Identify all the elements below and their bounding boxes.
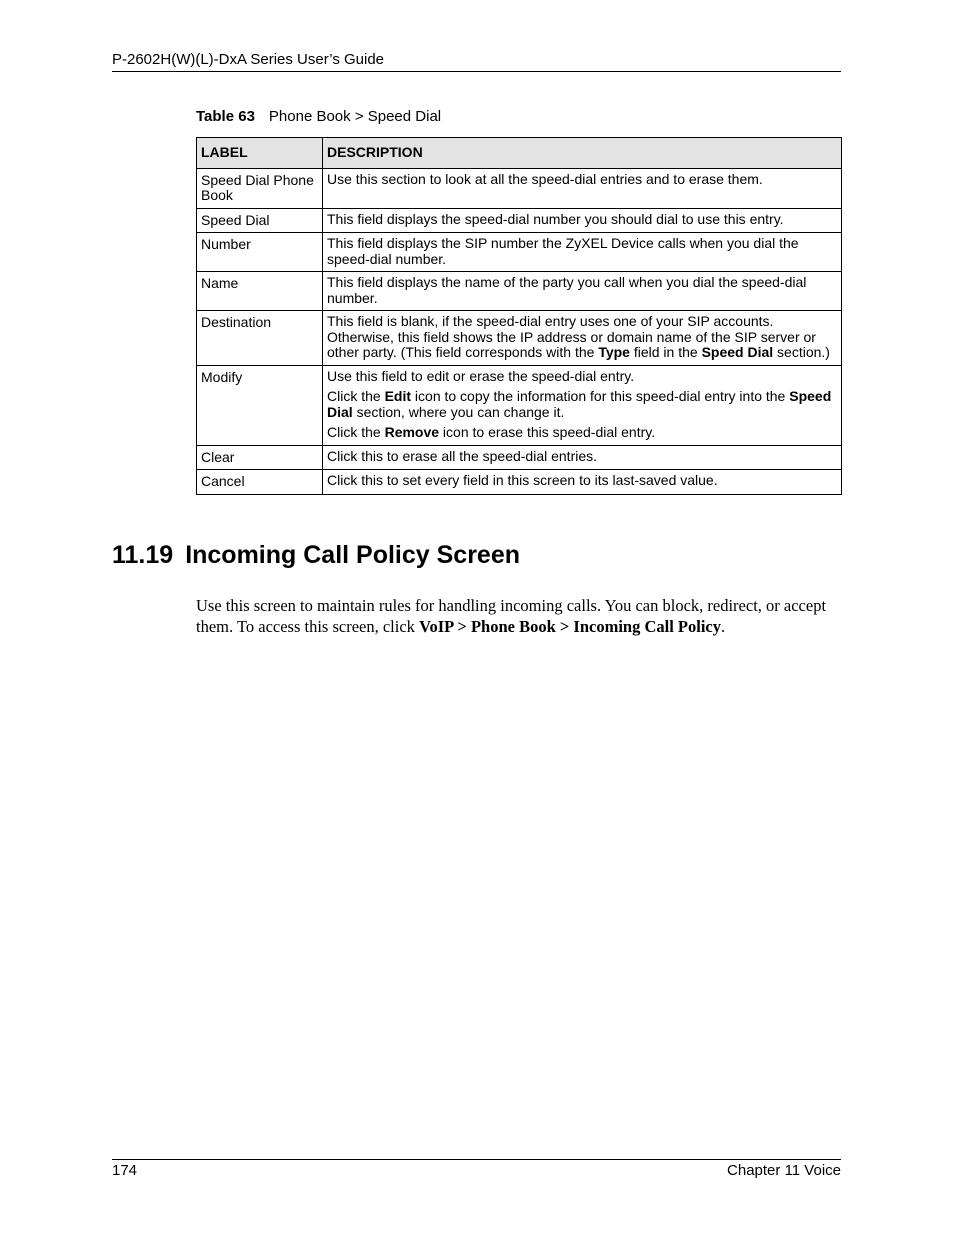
section-title: Incoming Call Policy Screen <box>185 541 521 569</box>
desc-paragraph <box>327 425 837 441</box>
section-heading <box>112 541 520 570</box>
desc-text: section.) <box>773 344 830 360</box>
speed-dial-table <box>196 137 842 495</box>
row-description <box>323 365 842 445</box>
table-caption <box>196 108 441 125</box>
row-label: Name <box>197 272 323 311</box>
row-label: Cancel <box>197 470 323 495</box>
row-label: Speed Dial Phone Book <box>197 168 323 208</box>
desc-text: Click the <box>327 424 385 440</box>
table-row <box>197 311 842 366</box>
desc-text: This field is blank, if the speed-dial entry uses one of your SIP accounts. Otherwise, this field shows the IP address or domain name of the SIP server or other party. (This field corresponds with the <box>327 313 816 360</box>
table-caption-label: Table 63 <box>196 108 255 125</box>
desc-text: Click the <box>327 388 385 404</box>
column-header-label: LABEL <box>197 138 323 169</box>
table-row <box>197 445 842 470</box>
running-header: P-2602H(W)(L)-DxA Series User’s Guide <box>112 51 385 68</box>
row-description: This field displays the speed-dial number you should dial to use this entry. <box>323 208 842 233</box>
row-label: Destination <box>197 311 323 366</box>
table-row <box>197 233 842 272</box>
row-description <box>323 311 842 366</box>
header-rule <box>112 71 841 72</box>
row-label: Modify <box>197 365 323 445</box>
table-row <box>197 272 842 311</box>
desc-bold-term: Speed Dial <box>701 344 774 360</box>
desc-text: section, where you can change it. <box>352 403 565 420</box>
table-row <box>197 365 842 445</box>
table-row <box>197 208 842 233</box>
column-header-description: DESCRIPTION <box>323 138 842 169</box>
row-label: Clear <box>197 445 323 470</box>
desc-text: icon to erase this speed-dial entry. <box>439 424 656 440</box>
desc-bold-term: Edit <box>384 388 412 404</box>
footer-chapter: Chapter 11 Voice <box>727 1162 841 1179</box>
table-caption-text: Phone Book > Speed Dial <box>268 108 442 125</box>
para-text: Use this screen to maintain rules for handling incoming calls. You can block, redirect, or accept them. To access this screen, click <box>196 596 827 636</box>
menu-path: VoIP > Phone Book > Incoming Call Policy <box>419 616 722 636</box>
desc-paragraph: Use this field to edit or erase the speed-dial entry. <box>327 367 635 384</box>
row-description: This field displays the name of the party you call when you dial the speed-dial number. <box>323 272 842 311</box>
para-text: . <box>721 616 726 636</box>
table-row <box>197 470 842 495</box>
page-number: 174 <box>112 1162 138 1179</box>
row-description: Use this section to look at all the speed-dial entries and to erase them. <box>323 168 842 208</box>
table-row <box>197 168 842 208</box>
row-label: Speed Dial <box>197 208 323 233</box>
row-description: This field displays the SIP number the ZyXEL Device calls when you dial the speed-dial number. <box>323 233 842 272</box>
desc-bold-term: Remove <box>384 424 440 440</box>
row-label: Number <box>197 233 323 272</box>
section-number: 11.19 <box>112 541 174 569</box>
footer-rule <box>112 1159 841 1160</box>
desc-bold-term: Speed Dial <box>327 388 832 420</box>
table-header-row <box>197 138 842 169</box>
desc-bold-term: Type <box>598 344 630 360</box>
body-paragraph <box>196 596 836 637</box>
row-description: Click this to erase all the speed-dial entries. <box>323 445 842 470</box>
desc-text: icon to copy the information for this speed-dial entry into the <box>411 388 790 404</box>
row-description: Click this to set every field in this screen to its last-saved value. <box>323 470 842 495</box>
desc-paragraph <box>327 389 837 420</box>
desc-text: field in the <box>629 344 702 360</box>
